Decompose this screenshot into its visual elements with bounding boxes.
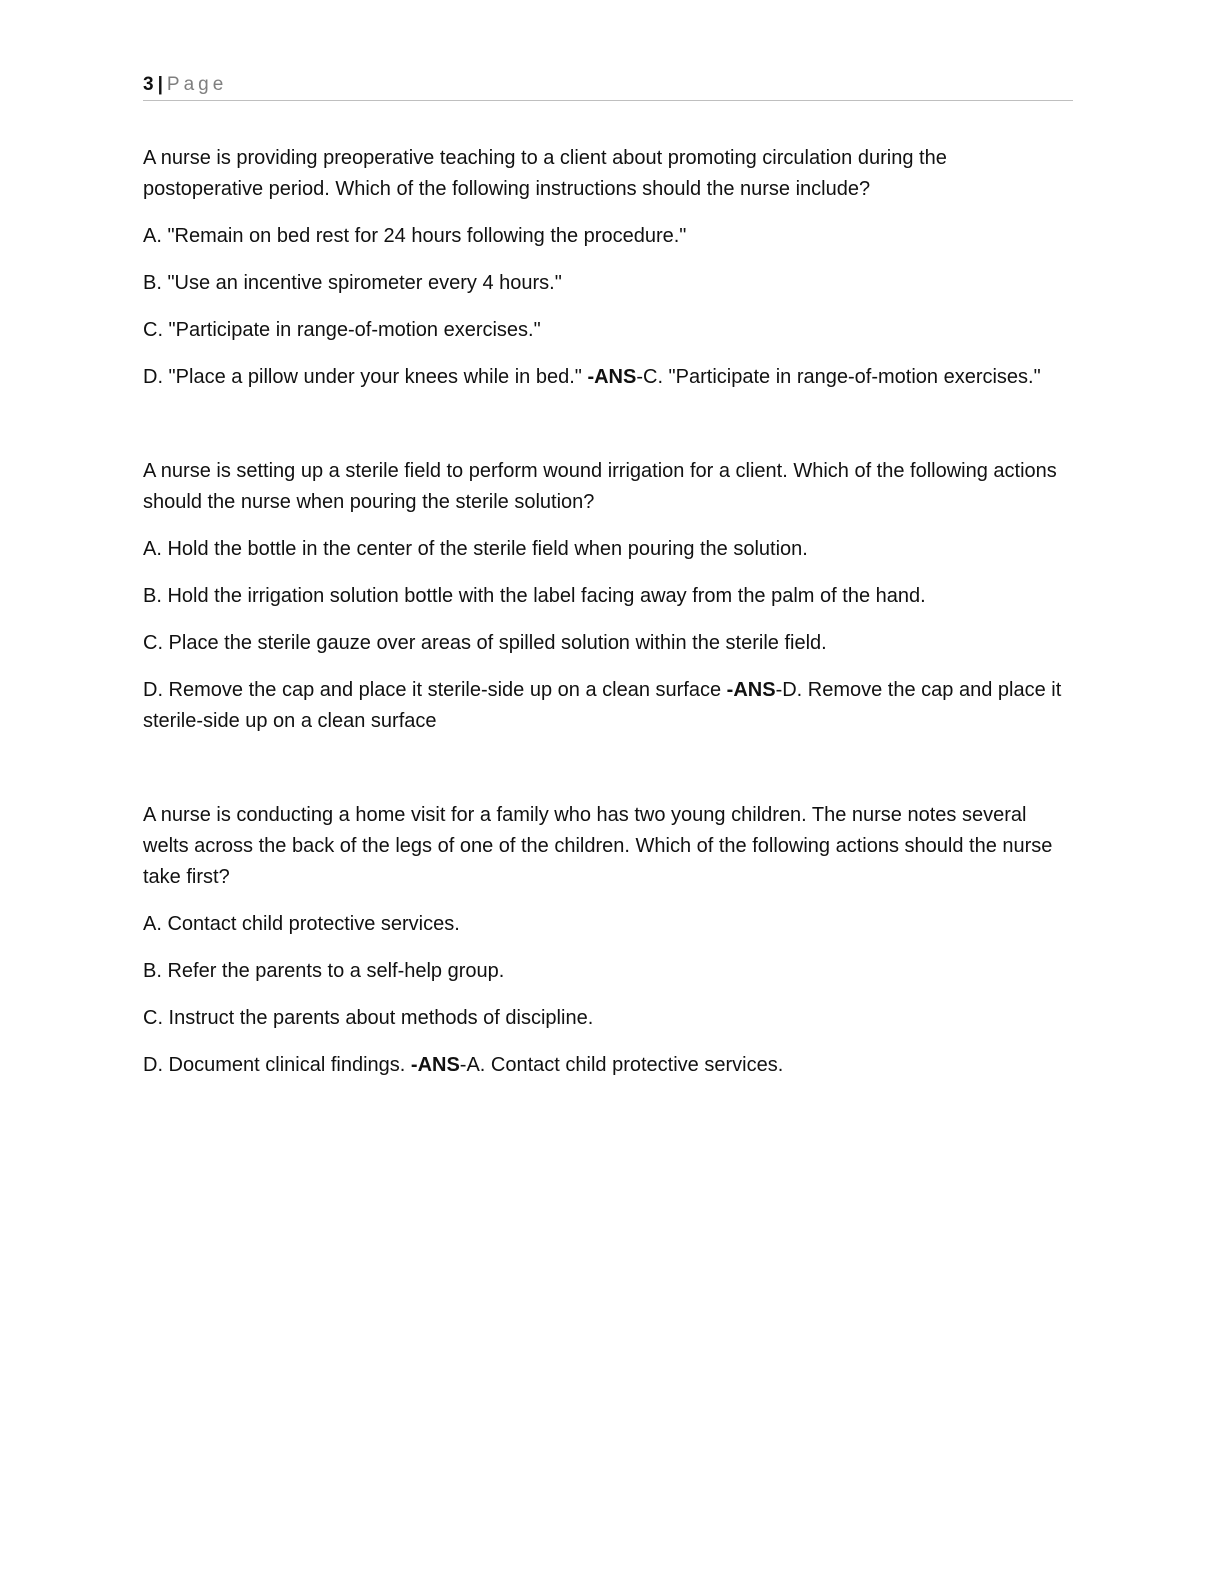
question-3	[143, 800, 1063, 1081]
option-d: D. Remove the cap and place it sterile-side up on a clean surface	[143, 679, 727, 701]
question-list	[143, 143, 1063, 1081]
page-number: 3	[143, 74, 154, 95]
option-d-with-answer	[143, 1050, 1063, 1081]
page-header	[143, 72, 1073, 101]
question-2	[143, 456, 1063, 737]
question-stem: A nurse is setting up a sterile field to perform wound irrigation for a client. Which of the following actions should the nurse when pouring the sterile solution?	[143, 460, 1057, 513]
option-b: B. Refer the parents to a self-help group.	[143, 960, 505, 982]
answer-text: -A. Contact child protective services.	[459, 1054, 784, 1076]
option-a: A. Contact child protective services.	[143, 913, 460, 935]
answer-prefix: -	[726, 679, 734, 701]
option-b: B. Hold the irrigation solution bottle with the label facing away from the palm of the hand.	[143, 585, 926, 607]
page-separator: |	[157, 74, 163, 95]
option-a: A. "Remain on bed rest for 24 hours following the procedure."	[143, 225, 687, 247]
answer-marker: ANS	[594, 366, 637, 388]
option-a: A. Hold the bottle in the center of the sterile field when pouring the solution.	[143, 538, 808, 560]
option-c: C. Instruct the parents about methods of discipline.	[143, 1007, 594, 1029]
answer-prefix: -	[410, 1054, 418, 1076]
question-stem: A nurse is providing preoperative teaching to a client about promoting circulation during the postoperative period. Which of the following instructions should the nurse include?	[143, 147, 947, 200]
option-d: D. Document clinical findings.	[143, 1054, 411, 1076]
option-c: C. Place the sterile gauze over areas of spilled solution within the sterile field.	[143, 632, 827, 654]
option-d: D. "Place a pillow under your knees while in bed."	[143, 366, 588, 388]
option-b: B. "Use an incentive spirometer every 4 hours."	[143, 272, 562, 294]
question-stem: A nurse is conducting a home visit for a family who has two young children. The nurse notes several welts across the back of the legs of one of the children. Which of the following actions should the nurse take first?	[143, 804, 1053, 888]
answer-prefix: -	[587, 366, 595, 388]
answer-marker: ANS	[733, 679, 776, 701]
page-label: Page	[166, 74, 228, 95]
question-1	[143, 143, 1063, 393]
answer-text: -D. Remove the cap and place it sterile-side up on a clean surface	[143, 679, 1062, 732]
answer-marker: ANS	[417, 1054, 460, 1076]
option-d-with-answer	[143, 362, 1063, 393]
option-c: C. "Participate in range-of-motion exercises."	[143, 319, 541, 341]
option-d-with-answer	[143, 675, 1063, 737]
answer-text: -C. "Participate in range-of-motion exercises."	[636, 366, 1041, 388]
